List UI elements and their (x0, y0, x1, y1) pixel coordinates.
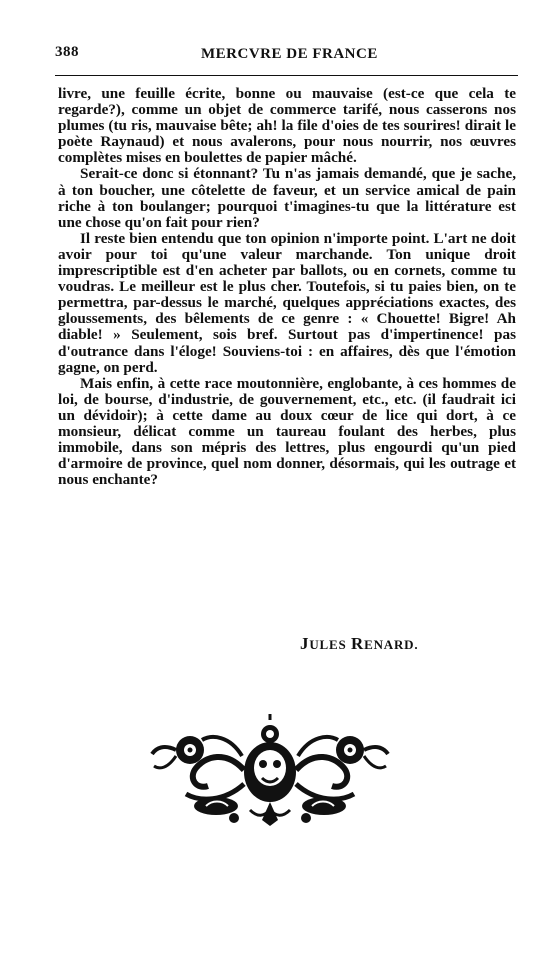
page-header (55, 44, 518, 70)
signature-first-initial: J (300, 634, 310, 653)
running-head: MERCVRE DE FRANCE (201, 46, 378, 62)
paragraph: livre, une feuille écrite, bonne ou mauvaise (est-ce que cela te regarde?), comme un objet de commerce tarifé, nous casserons nos plumes (tu ris, mauvaise bête; ah! la file d'oies de tes sourires! dirait le poète Raynaud) et nous avalerons, pour nous nourrir, nos œuvres complètes mises en boulettes de papier mâché. (58, 85, 516, 167)
paragraph: Serait-ce donc si étonnant? Tu n'as jamais demandé, que je sache, à ton boucher, une côtelette de faveur, et un service amical de pain riche à ton boulanger; pourquoi t'imagines-tu que la littérature est une chose qu'on fait pour rien? (58, 165, 516, 231)
header-rule (55, 75, 518, 76)
paragraph: Mais enfin, à cette race moutonnière, englobante, à ces hommes de loi, de bourse, d'industrie, de gouvernement, etc., etc. (il faudrait ici un dévidoir); à cette dame au doux cœur de lice qui dort, à ce monsieur, délicat comme un taureau foulant des herbes, plus immobile, dans son mépris des lettres, plus engourdi qu'un pied d'armoire de province, quel nom donner, désormais, qui les outrage et nous enchante? (58, 374, 516, 489)
page-number: 388 (55, 44, 79, 60)
paragraph: Il reste bien entendu que ton opinion n'importe point. L'art ne doit avoir pour toi qu'une valeur marchande. Ton unique droit imprescriptible est d'en acheter par ballots, ou en cornets, comme tu voudras. Le meilleur est le plus cher. Toutefois, si tu paies bien, on te permettra, par-dessus le marché, quelques appréciations exactes, des gloussements, des bêlements de ce genre : « Chouette! Bigre! Ah diable! » Seulement, sois bref. Surtout pas d'impertinence! pas d'outrance dans l'éloge! Souviens-toi : en affaires, dès que l'émotion gagne, on perd. (58, 229, 516, 376)
body-text (58, 86, 516, 488)
author-signature (300, 634, 418, 654)
signature-first-rest: ULES (309, 637, 347, 652)
signature-last-rest: ENARD. (364, 637, 419, 652)
signature-last-initial: R (351, 634, 365, 653)
floral-ornament-icon (146, 710, 394, 828)
